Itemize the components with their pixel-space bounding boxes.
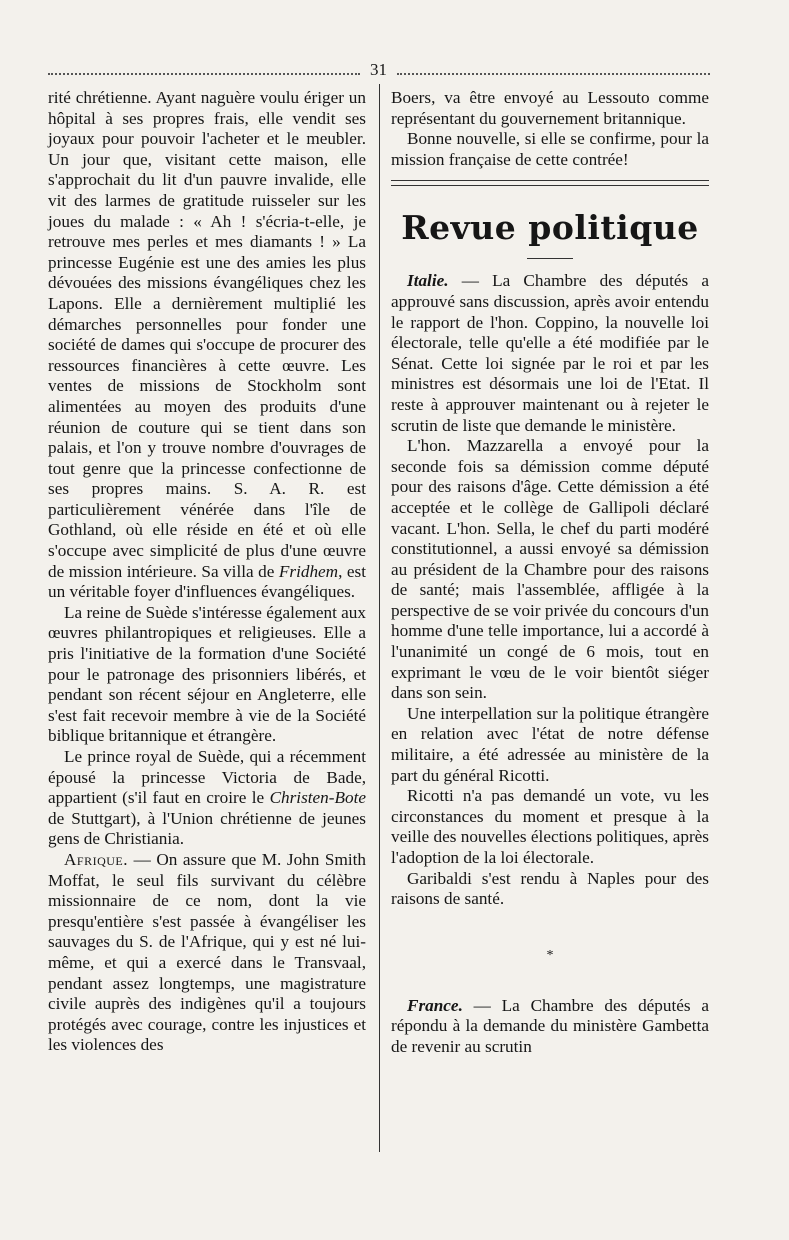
page-number: 31 [370,60,387,79]
paragraph-reine-suede [48,603,366,747]
column-divider [379,84,380,1152]
paragraph-text: rité chrétienne. Ayant naguère voulu ériger un hôpital à ses propres frais, elle vendit ses joyaux pour pouvoir l'acheter et le meubler. Un jour que, visitant cette maison, elle s'approchait du lit d'un pauvre invalide, elle vit des larmes de gratitude ruisseler sur les joues du malade : « Ah ! s'écria-t-elle, je retrouve mes perles et mes diamants ! » La princesse Eugénie est une des amies les plus dévouées des missions évangéliques chez les Lapons. Elle a dernièrement multiplié les démarches personnelles pour fonder une société de dames qui s'occupe de procurer des ressources financières à cette œuvre. Les ventes de missions de Stockholm sont alimentées au moyen des produits d'une réunion de couture qui se tient dans son palais, et l'on y trouve nombre d'ouvrages de tout genre que la princesse confectionne de ses propres mains. S. A. R. est particulièrement vénérée dans l'île de Gothland, où elle réside en été et où elle s'occupe avec simplicité de plus d'une œuvre de mission intérieure. Sa villa de [48,88,366,581]
italic-christen-bote: Christen-Bote [269,788,366,808]
paragraph-ricotti [391,786,709,868]
paragraph-mazzarella [391,436,709,704]
paragraph-text: de Stuttgart), à l'Union chrétienne de jeunes gens de Christiania. [48,808,366,849]
paragraph-text: Une interpellation sur la politique étrangère en relation avec l'état de notre défense militaire, a été adressée au ministère de la part du général Ricotti. [391,703,709,785]
separator-star: * [546,947,554,963]
paragraph-prince-royal [48,747,366,850]
paragraph-italie [391,271,709,436]
paragraph-boers [391,88,709,129]
section-lead-afrique: Afrique. [64,849,129,869]
country-heading-france: France. [407,995,463,1015]
section-separator-rule [391,180,709,186]
paragraph-text: L'hon. Mazzarella a envoyé pour la seconde fois sa démission comme député pour des raisons d'âge. Cette démission a été acceptée et le collège de Gallipoli déclaré vacant. L'hon. Sella, le chef du parti modéré constitutionnel, a aussi envoyé sa démission au président de la Chambre pour des raisons de santé; mais l'assemblée, affligée à la perspective de se voir privée du concours d'un homme d'une telle importance, lui a accordé à l'unanimité un congé de 6 mois, tout en exprimant le vœu de le voir bientôt siéger dans son sein. [391,436,709,703]
paragraph-text: Garibaldi s'est rendu à Naples pour des raisons de santé. [391,868,709,909]
paragraph-text: — On assure que M. John Smith Moffat, le seul fils survivant du célèbre missionnaire de ce nom, dont la vie presqu'entière s'est passée à évangéliser les sauvages du S. de l'Afrique, qui y est né lui-même, et qui a exercé dans le Transvaal, pendant assez longtemps, une magistrature civile auprès des indigènes qu'il a toujours protégés avec courage, contre les injustices et les violences des [48,849,366,1055]
left-column [48,88,366,1056]
paragraph-afrique [48,850,366,1056]
paragraph-text: — La Chambre des députés a approuvé sans discussion, après avoir entendu le rapport de l'hon. Coppino, la nouvelle loi électorale, telle qu'elle a été modifiée par le Sénat. Cette loi signée par le roi et par les ministres est désormais une loi de l'Etat. Il reste à approuver maintenant ou à rejeter le scrutin de liste que demande le ministère. [391,271,709,435]
italic-fridhem: Fridhem [278,561,339,581]
paragraph-france [391,996,709,1058]
paragraph-text: Le prince royal de Suède, qui a récemment épousé la princesse Victoria de Bade, appartient (s'il faut en croire le [48,747,366,808]
paragraph-text: Bonne nouvelle, si elle se confirme, pour la mission française de cette contrée! [391,129,709,169]
paragraph-text: La reine de Suède s'intéresse également aux œuvres philantropiques et religieuses. Elle a pris l'initiative de la formation d'une Société pour le patronage des prisonniers libérés, et pendant son récent séjour en Angleterre, elle s'est fait recevoir membre à vie de la Société biblique britannique et étrangère. [48,602,366,746]
paragraph-garibaldi [391,869,709,910]
title-underline-rule [527,258,573,259]
country-heading-italie: Italie. [407,271,449,291]
section-title: Revue politique [401,208,699,248]
paragraph-text: — La Chambre des députés a répondu à la demande du ministère Gambetta de revenir au scrutin [391,995,709,1056]
paragraph-princesse-eugenie [48,88,366,603]
paragraph-text: Boers, va être envoyé au Lessouto comme représentant du gouvernement britannique. [391,88,709,128]
paragraph-interpellation [391,704,709,786]
header-rule-right [397,73,710,75]
paragraph-text: , est un véritable foyer d'influences évangéliques. [48,561,366,602]
right-column [391,88,709,1058]
paragraph-text: Ricotti n'a pas demandé un vote, vu les circonstances du moment et presque à la veille des nouvelles élections politiques, après l'adoption de la loi électorale. [391,786,709,867]
paragraph-bonne-nouvelle [391,129,709,170]
header-rule-left [48,73,360,75]
